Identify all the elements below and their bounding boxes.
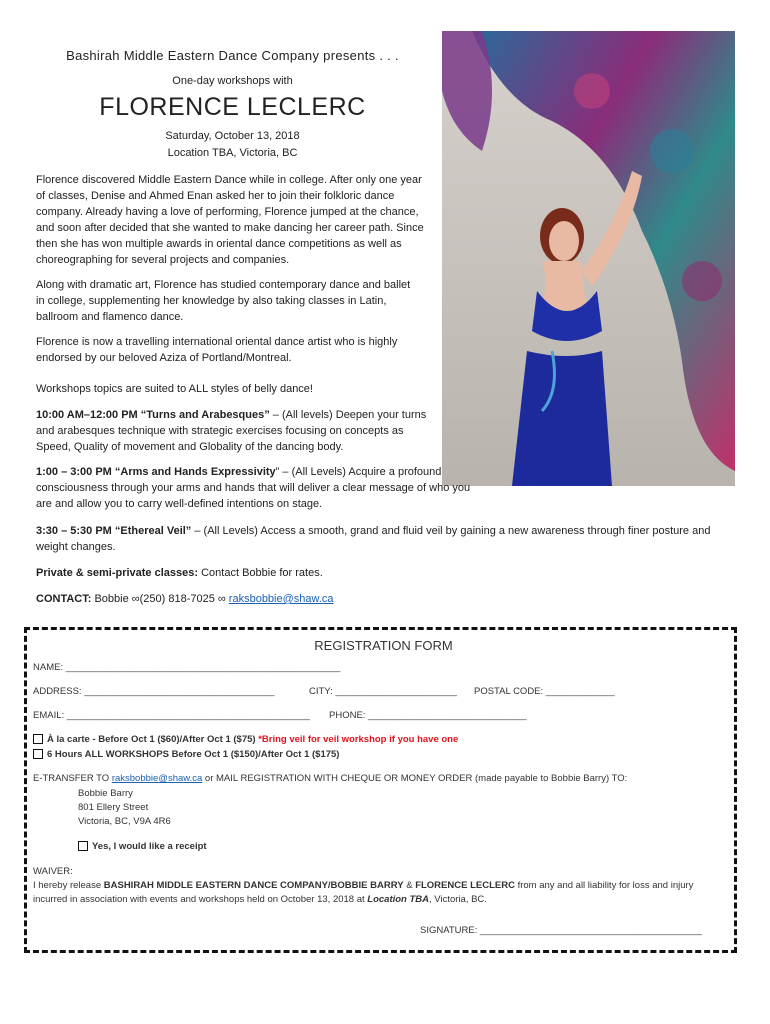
workshop-intro: Workshops topics are suited to ALL styles of belly dance! — [36, 383, 313, 395]
address-field[interactable]: ADDRESS: ____________________________________ — [33, 686, 275, 697]
waiver-line-1 — [33, 880, 693, 891]
date-line: Saturday, October 13, 2018 — [165, 130, 300, 142]
contact-label: CONTACT: — [36, 593, 92, 605]
workshop-3-desc: – (All Levels) Access a smooth, grand and fluid veil by gaining a new awareness through finer posture and weight changes. — [36, 525, 711, 553]
phone-field[interactable]: PHONE: ______________________________ — [329, 710, 527, 721]
contact-line — [36, 591, 536, 607]
form-title: REGISTRATION FORM — [314, 638, 453, 653]
artist-name: FLORENCE LECLERC — [99, 93, 366, 121]
dancer-illustration — [442, 31, 735, 486]
name-field[interactable]: NAME: ____________________________________________________ — [33, 662, 341, 673]
flyer-header — [30, 48, 435, 162]
mail-address-line-2: 801 Ellery Street — [78, 802, 149, 813]
workshop-1-desc: – (All levels) Deepen your turns and arabesques technique with strategic exercises focusing on concepts as Speed, Quality of movement and Globality of the dancing body. — [36, 409, 427, 453]
waiver-company: BASHIRAH MIDDLE EASTERN DANCE COMPANY/BOBBIE BARRY — [103, 880, 404, 891]
presenter-line: Bashirah Middle Eastern Dance Company presents . . . — [66, 48, 399, 63]
private-classes — [36, 565, 536, 581]
etransfer-email-link[interactable]: raksbobbie@shaw.ca — [111, 773, 203, 784]
mail-address-line-1: Bobbie Barry — [78, 788, 133, 799]
waiver-line-2 — [33, 894, 487, 905]
bio-paragraph-1: Florence discovered Middle Eastern Dance while in college. After only one year of classes, Denise and Ahmed Enan asked her to join their folkloric dance company. Already having a love of performing, Florence jumped at the chance, and soon after decided that she wanted to make dancing her career path. Since then she has won multiple awards in oriental dance competitions as well as choreographing for several projects and companies. — [36, 174, 424, 266]
workshop-1 — [36, 407, 431, 455]
oneday-line: One-day workshops with — [172, 75, 293, 87]
location-line: Location TBA, Victoria, BC — [167, 147, 298, 159]
waiver-text: I hereby release — [33, 880, 104, 891]
email-field[interactable]: EMAIL: ______________________________________________ — [33, 710, 310, 721]
private-text: Contact Bobbie for rates. — [198, 567, 323, 579]
workshop-3-title: 3:30 – 5:30 PM “Ethereal Veil” — [36, 525, 192, 537]
workshop-2-desc: ” – (All Levels) Acquire a profound consciousness through your arms and hands that will deliver a clear message of who you are and allow you to carry well-defined intentions on stage. — [36, 466, 471, 510]
option1-a: À la carte — [47, 734, 90, 745]
bio-paragraph-2: Along with dramatic art, Florence has studied contemporary dance and ballet in college, supplementing her knowledge by also taking classes in Latin, ballroom and flamenco dance. — [36, 279, 411, 323]
waiver-location: Location TBA — [367, 894, 430, 905]
receipt-option[interactable] — [78, 841, 207, 852]
veil-note: *Bring veil for veil workshop if you have one — [258, 734, 459, 745]
contact-text: Bobbie ∞(250) 818-7025 ∞ — [91, 593, 229, 605]
bio-paragraph-3: Florence is now a travelling international oriental dance artist who is highly endorsed by our beloved Aziza of Portland/Montreal. — [36, 336, 398, 364]
checkbox-icon[interactable] — [33, 734, 43, 744]
city-field[interactable]: CITY: _______________________ — [309, 686, 457, 697]
mail-address-line-3: Victoria, BC, V9A 4R6 — [78, 816, 171, 827]
workshop-2-title: 1:00 – 3:00 PM “Arms and Hands Expressivity — [36, 466, 276, 478]
receipt-text: Yes, I would like a receipt — [92, 841, 207, 852]
waiver-text-end: from any and all liability for loss and injury — [514, 880, 694, 891]
workshop-3 — [36, 523, 741, 555]
signature-field[interactable]: SIGNATURE: __________________________________________ — [420, 925, 702, 936]
payment-instructions — [33, 773, 627, 784]
event-date — [30, 128, 435, 162]
workshop-1-title: 10:00 AM–12:00 PM “Turns and Arabesques” — [36, 409, 270, 421]
checkbox-icon[interactable] — [33, 749, 43, 759]
waiver-amp: & — [403, 880, 416, 891]
option-all-workshops[interactable] — [33, 749, 339, 760]
waiver-label: WAIVER: — [33, 866, 73, 877]
etransfer-a: E-TRANSFER TO — [33, 773, 112, 784]
option2-text: 6 Hours ALL WORKSHOPS Before Oct 1 ($150)/After Oct 1 ($175) — [47, 749, 340, 760]
etransfer-b: or MAIL REGISTRATION WITH CHEQUE OR MONEY ORDER (made payable to Bobbie Barry) TO: — [202, 773, 628, 784]
contact-email-link[interactable]: raksbobbie@shaw.ca — [228, 593, 334, 605]
dancer-photo — [442, 31, 735, 486]
workshop-2 — [36, 464, 486, 512]
waiver-text-2: incurred in association with events and workshops held on October 13, 2018 at — [33, 894, 368, 905]
postal-code-field[interactable]: POSTAL CODE: _____________ — [474, 686, 615, 697]
checkbox-icon[interactable] — [78, 841, 88, 851]
registration-form — [24, 627, 737, 953]
option-a-la-carte[interactable] — [33, 734, 458, 745]
option1-b: - Before Oct 1 ($60)/After Oct 1 ($75) — [89, 734, 259, 745]
private-label: Private & semi-private classes: — [36, 567, 199, 579]
waiver-city: , Victoria, BC. — [429, 894, 487, 905]
waiver-artist: FLORENCE LECLERC — [415, 880, 515, 891]
